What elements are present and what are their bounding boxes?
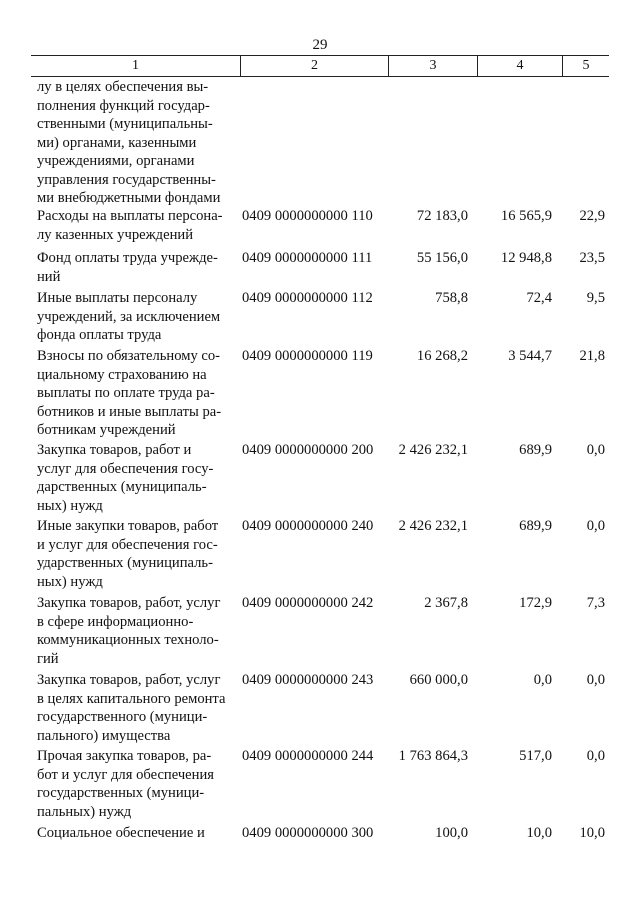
row-name: Иные закупки товаров, работ и услуг для обеспечения гос- ударственных (муниципаль- ных) нужд (37, 518, 219, 590)
header-col-4: 4 (516, 58, 524, 73)
row-col3: 16 268,2 (416, 348, 468, 364)
row-code: 0409 0000000000 119 (242, 348, 373, 364)
row-col3: 660 000,0 (409, 672, 468, 688)
row-name: Закупка товаров, работ, услуг в сфере информационно- коммуникационных техноло- гий (37, 595, 221, 667)
row-col3: 2 426 232,1 (398, 518, 468, 534)
row-col3: 1 763 864,3 (398, 748, 468, 764)
row-col3: 2 426 232,1 (398, 442, 468, 458)
row-col5: 9,5 (586, 290, 605, 306)
row-col4: 10,0 (526, 825, 552, 841)
row-col4: 12 948,8 (500, 250, 552, 266)
row-col5: 7,3 (586, 595, 605, 611)
row-col3: 55 156,0 (416, 250, 468, 266)
row-code: 0409 0000000000 244 (242, 748, 374, 764)
row-name: Расходы на выплаты персона- лу казенных учреждений (37, 208, 223, 243)
row-col3: 758,8 (435, 290, 468, 306)
row-name: Закупка товаров, работ и услуг для обеспечения госу- дарственных (муниципаль- ных) нужд (37, 442, 214, 514)
row-code: 0409 0000000000 240 (242, 518, 374, 534)
row-col4: 0,0 (533, 672, 552, 688)
row-col4: 72,4 (526, 290, 552, 306)
row-code: 0409 0000000000 300 (242, 825, 374, 841)
row-col5: 21,8 (579, 348, 605, 364)
header-col-1: 1 (132, 58, 139, 73)
row-name: лу в целях обеспечения вы- полнения функций государ- ственными (муниципальны- ми) органами, казенными учреждениями, органами управления государственны- ми внебюджетными фондами (37, 79, 221, 206)
row-col5: 22,9 (579, 208, 605, 224)
header-col-5: 5 (582, 58, 590, 73)
row-col3: 100,0 (435, 825, 468, 841)
row-code: 0409 0000000000 243 (242, 672, 374, 688)
row-name: Социальное обеспечение и (37, 825, 205, 841)
row-code: 0409 0000000000 242 (242, 595, 374, 611)
row-name: Иные выплаты персоналу учреждений, за исключением фонда оплаты труда (37, 290, 221, 343)
row-col5: 0,0 (586, 518, 605, 534)
row-code: 0409 0000000000 200 (242, 442, 374, 458)
row-col4: 16 565,9 (500, 208, 552, 224)
row-col5: 0,0 (586, 748, 605, 764)
row-col5: 0,0 (586, 672, 605, 688)
row-col5: 10,0 (579, 825, 605, 841)
row-col3: 2 367,8 (424, 595, 468, 611)
row-col4: 3 544,7 (508, 348, 552, 364)
row-name: Прочая закупка товаров, ра- бот и услуг для обеспечения государственных (муници- пальных) нужд (37, 748, 214, 820)
header-col-2: 2 (311, 58, 318, 73)
row-name: Закупка товаров, работ, услуг в целях капитального ремонта государственного (муници- пального) имущества (37, 672, 226, 744)
row-code: 0409 0000000000 110 (242, 208, 373, 224)
row-col4: 172,9 (519, 595, 552, 611)
row-code: 0409 0000000000 112 (242, 290, 373, 306)
row-code: 0409 0000000000 111 (242, 250, 373, 266)
page-number: 29 (312, 37, 328, 53)
row-col4: 689,9 (519, 518, 552, 534)
row-name: Взносы по обязательному со- циальному страхованию на выплаты по оплате труда ра- ботников и иные выплаты ра- ботникам учреждений (37, 348, 222, 438)
row-col4: 517,0 (519, 748, 552, 764)
row-name: Фонд оплаты труда учрежде- ний (37, 250, 218, 285)
row-col3: 72 183,0 (416, 208, 468, 224)
row-col5: 23,5 (579, 250, 605, 266)
row-col4: 689,9 (519, 442, 552, 458)
table-header (31, 55, 609, 77)
row-col5: 0,0 (586, 442, 605, 458)
header-col-3: 3 (429, 58, 437, 73)
